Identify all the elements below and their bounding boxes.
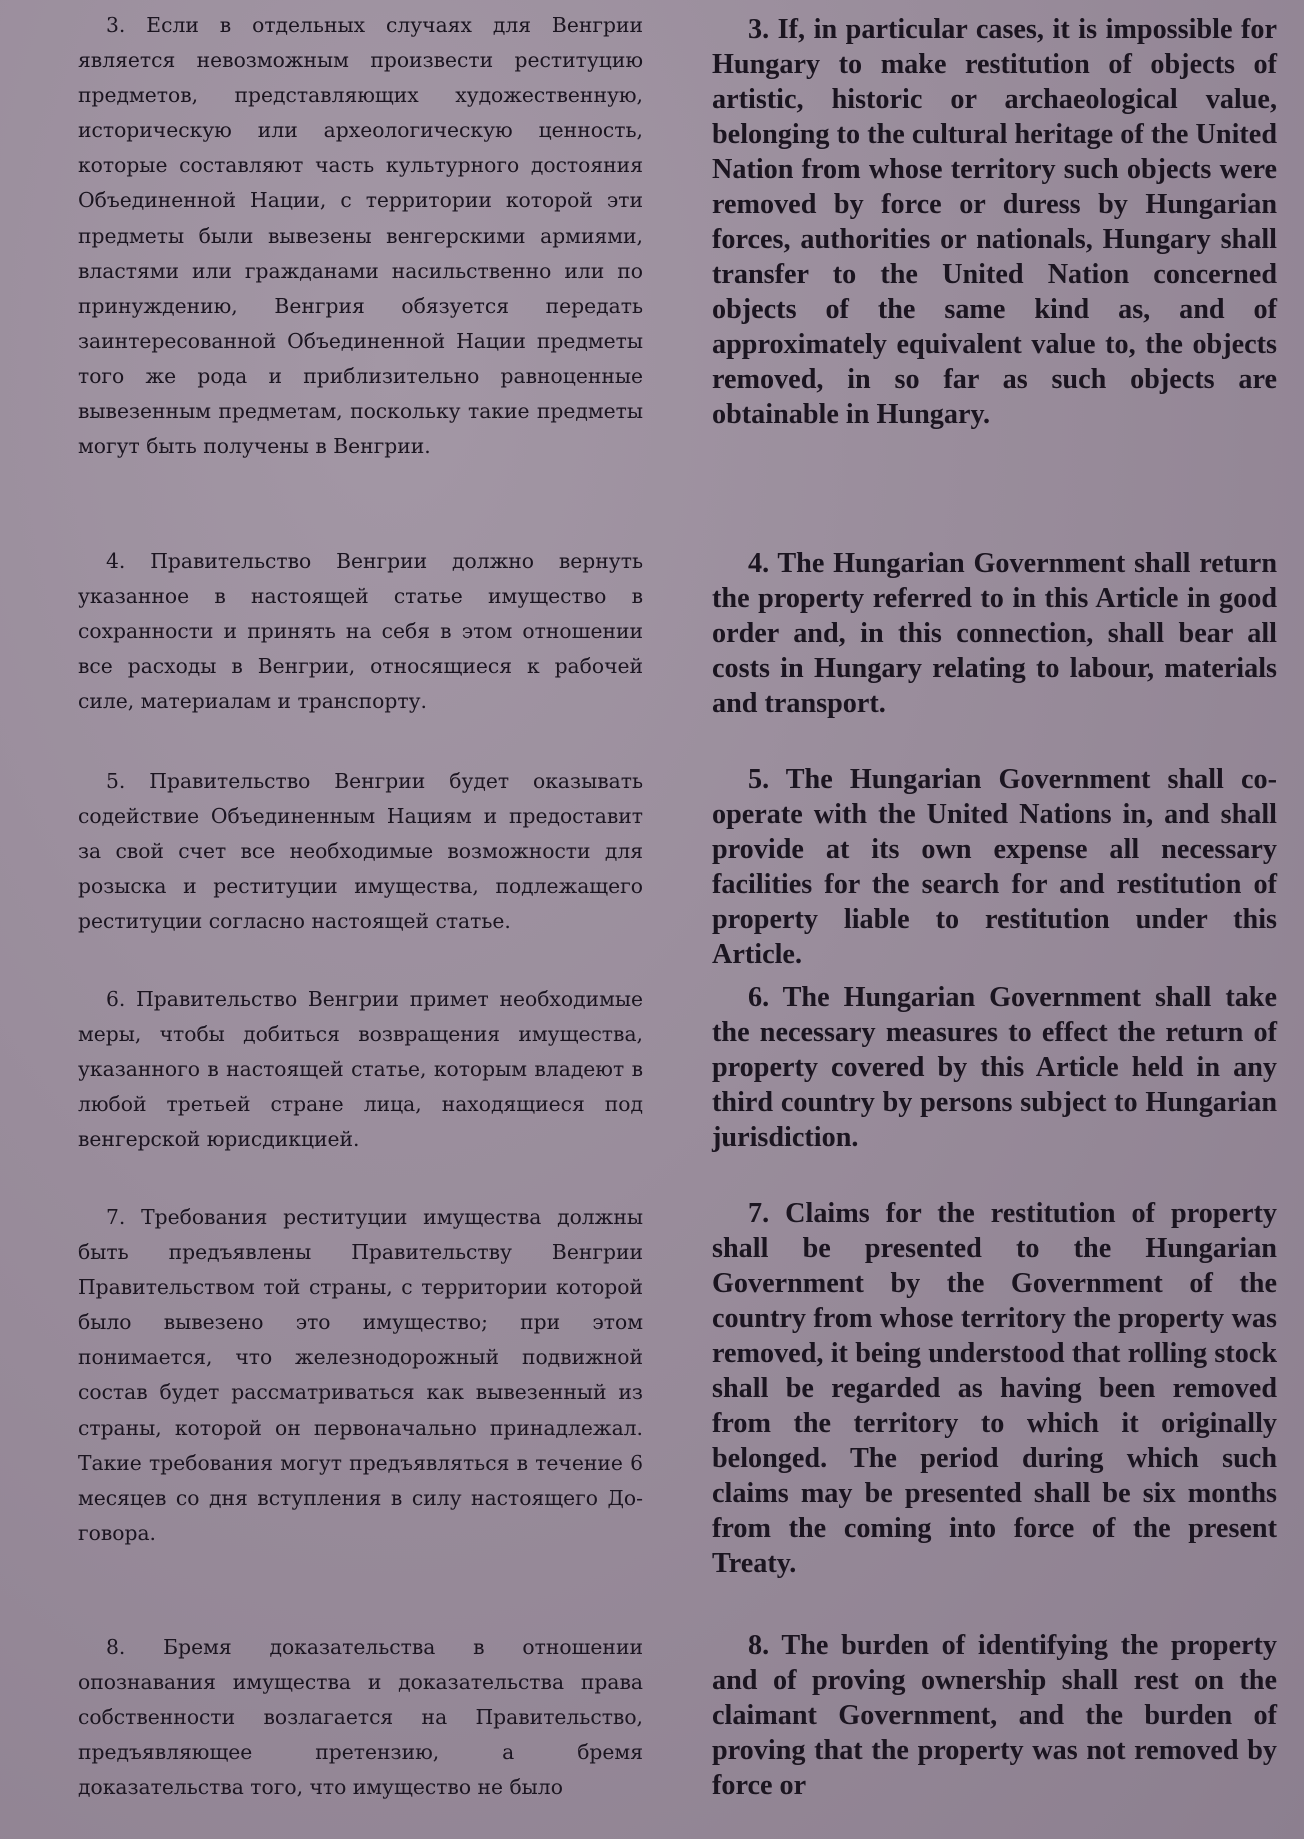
en-paragraph-8: 8. The burden of identifying the property and of proving ownership shall rest on the claimant Government, and the burden of proving that the property was not removed by force or <box>712 1630 1277 1801</box>
en-paragraph-3: 3. If, in particular cases, it is impossible for Hungary to make restitution of objects of artistic, historic or archaeological value, belonging to the cultural heritage of the United Nation from whose territory such objects were removed by force or duress by Hungarian forces, authorities or nationals, Hungary shall transfer to the United Nation concerned objects of the same kind as, and of approximately equivalent value to, the objects removed, in so far as such objects are obtainable in Hungary. <box>712 14 1277 430</box>
ru-paragraph-5: 5. Правительство Венгрии будет оказывать содействие Объединенным Нациям и предоставит за свой счет все необходимые возможности для розыска и реституции имущества, подлежащего реституции согласно настоящей статье. <box>78 769 643 934</box>
ru-paragraph-6: 6. Правительство Венгрии примет необходимые меры, чтобы добиться возвращения имущества, указанного в настоящей статье, которым владеют в любой третьей стране лица, находящиеся под венгерской юрисдикцией. <box>78 987 643 1152</box>
russian-column <box>78 0 643 1839</box>
ru-paragraph-4: 4. Правительство Венгрии должно вернуть указанное в настоящей статье имущество в сохранности и принять на себя в этом отношении все расходы в Венгрии, относящиеся к рабочей силе, материалам и транспорту. <box>78 549 643 714</box>
ru-paragraph-3: 3. Если в отдельных случаях для Венгрии является невозможным произвести реституцию предметов, представляющих художественную, историческую или археологическую ценность, которые составляют часть культурного достояния Объединенной Нации, с территории которой эти предметы были вывезены венгерскими армиями, властями или гражданами насильственно или по принуждению, Венгрия обязуется передать заинтересованной Объединенной Нации предметы того же рода и приблизительно равноценные вывезенным предметам, поскольку такие предметы могут быть получены в Венгрии. <box>78 13 643 459</box>
ru-paragraph-8: 8. Бремя доказательства в отношении опознавания имущества и доказательства права собственности возлагается на Правительство, предъявляющее претензию, а бремя доказательства того, что имущество не было <box>78 1635 643 1800</box>
en-paragraph-6: 6. The Hungarian Government shall take the necessary measures to effect the return of property covered by this Article held in any third country by persons subject to Hungarian jurisdiction. <box>712 982 1277 1153</box>
en-paragraph-4: 4. The Hungarian Government shall return the property referred to in this Article in good order and, in this connection, shall bear all costs in Hungary relating to labour, materials and transport. <box>712 548 1277 719</box>
en-paragraph-7: 7. Claims for the restitution of property shall be presented to the Hungarian Government by the Government of the country from whose territory the property was removed, it being understood that rolling stock shall be regarded as having been removed from the territory to which it originally belonged. The period during which such claims may be presented shall be six months from the coming into force of the present Treaty. <box>712 1198 1277 1579</box>
english-column <box>712 0 1277 1839</box>
ru-paragraph-7: 7. Требования реституции имущества должны быть предъявлены Правительству Венгрии Правительством той страны, с территории которой было вывезено это имущество; при этом понимается, что железнодорожный подвижной состав будет рассматриваться как вывезенный из страны, которой он первоначально принадлежал. Такие требования могут предъявляться в течение 6 месяцев со дня вступления в силу настоящего Договора. <box>78 1205 643 1545</box>
en-paragraph-5: 5. The Hungarian Government shall co-operate with the United Nations in, and shall provide at its own expense all necessary facilities for the search for and restitution of property liable to restitution under this Article. <box>712 764 1277 970</box>
